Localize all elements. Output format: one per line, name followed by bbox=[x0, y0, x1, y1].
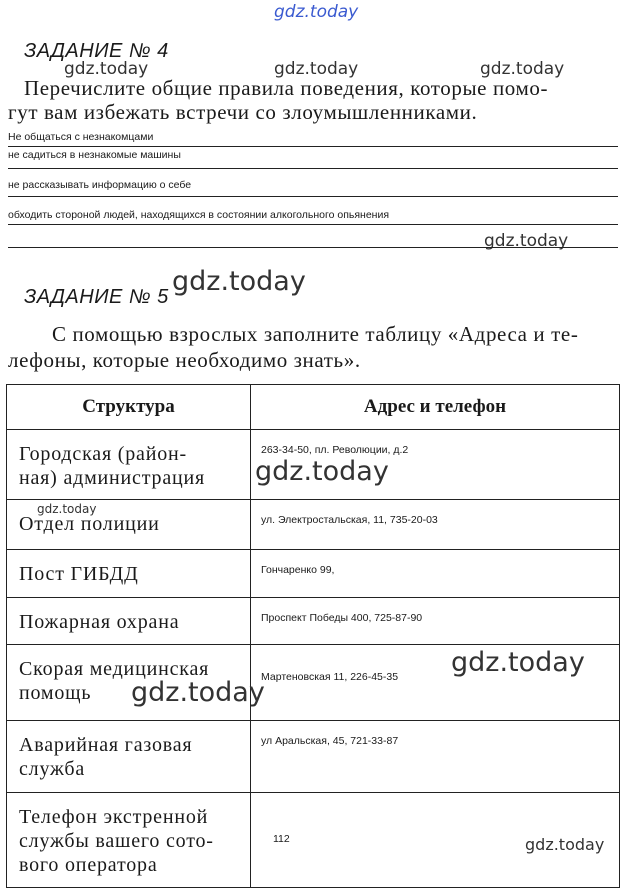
structure-line: Пожарная охрана bbox=[19, 611, 180, 633]
structure-line: Городская (район- bbox=[19, 443, 187, 465]
watermark: gdz.today bbox=[172, 266, 306, 297]
structure-line: помощь bbox=[19, 682, 92, 704]
writing-line bbox=[8, 247, 618, 248]
writing-line bbox=[8, 224, 618, 225]
address-cell bbox=[251, 500, 620, 550]
structure-cell bbox=[7, 721, 251, 793]
structure-line: Аварийная газовая bbox=[19, 734, 193, 756]
address-value: Проспект Победы 400, 725-87-90 bbox=[261, 612, 423, 624]
watermark: gdz.today bbox=[37, 502, 97, 516]
watermark: gdz.today bbox=[255, 456, 389, 487]
writing-line bbox=[8, 146, 618, 147]
structure-line: ная) администрация bbox=[19, 467, 206, 489]
table-header-row bbox=[7, 385, 620, 430]
answer-line-4: обходить стороной людей, находящихся в состоянии алкогольного опьянения bbox=[8, 209, 390, 221]
table-row bbox=[7, 793, 620, 888]
structure-line: Пост ГИБДД bbox=[19, 563, 139, 585]
address-value: Гончаренко 99, bbox=[261, 564, 335, 576]
address-cell bbox=[251, 793, 620, 888]
address-value: 112 bbox=[273, 833, 290, 845]
task4-text-line-1: Перечислите общие правила поведения, которые помо- bbox=[24, 76, 549, 100]
header-structure: Структура bbox=[7, 385, 251, 430]
task5-heading: ЗАДАНИЕ № 5 bbox=[24, 286, 169, 308]
address-value: Мартеновская 11, 226-45-35 bbox=[261, 671, 399, 683]
structure-cell bbox=[7, 793, 251, 888]
answer-line-2: не садиться в незнакомые машины bbox=[8, 149, 181, 161]
address-cell bbox=[251, 430, 620, 500]
answer-line-1: Не общаться с незнакомцами bbox=[8, 131, 154, 143]
structure-line: вого оператора bbox=[19, 854, 158, 876]
structure-line: Скорая медицинская bbox=[19, 658, 210, 680]
structure-line: Отдел полиции bbox=[19, 513, 160, 535]
answer-line-3: не рассказывать информацию о себе bbox=[8, 179, 192, 191]
watermark: gdz.today bbox=[480, 59, 565, 79]
structure-cell bbox=[7, 645, 265, 721]
watermark: gdz.today bbox=[484, 231, 569, 251]
address-value: ул Аральская, 45, 721-33-87 bbox=[261, 735, 399, 747]
writing-line bbox=[8, 196, 618, 197]
structure-cell bbox=[7, 500, 251, 550]
task4-heading: ЗАДАНИЕ № 4 bbox=[24, 40, 169, 62]
table-row bbox=[7, 598, 620, 645]
watermark: gdz.today bbox=[274, 59, 359, 79]
structure-line: Телефон экстренной bbox=[19, 806, 209, 828]
watermark: gdz.today bbox=[451, 647, 585, 678]
structure-line: службы вашего сото- bbox=[19, 830, 214, 852]
structure-cell bbox=[7, 550, 251, 598]
address-value: 263-34-50, пл. Революции, д.2 bbox=[261, 444, 409, 456]
header-address-phone: Адрес и телефон bbox=[251, 385, 620, 430]
address-value: ул. Электростальская, 11, 735-20-03 bbox=[261, 514, 438, 526]
watermark: gdz.today bbox=[525, 835, 605, 854]
structure-cell bbox=[7, 598, 251, 645]
watermark: gdz.today bbox=[64, 59, 149, 79]
watermark: gdz.today bbox=[131, 677, 265, 708]
address-cell bbox=[251, 721, 620, 793]
structure-cell bbox=[7, 430, 251, 500]
task5-text-line-2: лефоны, которые необходимо знать». bbox=[8, 348, 361, 372]
address-cell bbox=[251, 550, 620, 598]
watermark: gdz.today bbox=[274, 2, 359, 22]
table-row bbox=[7, 500, 620, 550]
table-row bbox=[7, 430, 620, 500]
structure-line: служба bbox=[19, 758, 86, 780]
table-row bbox=[7, 645, 620, 721]
addresses-table bbox=[6, 384, 620, 888]
task5-text-line-1: С помощью взрослых заполните таблицу «Адреса и те- bbox=[52, 322, 579, 346]
task4-text-line-2: гут вам избежать встречи со злоумышленниками. bbox=[8, 100, 478, 124]
table-row bbox=[7, 721, 620, 793]
address-cell bbox=[251, 645, 620, 721]
writing-line bbox=[8, 168, 618, 169]
address-cell bbox=[251, 598, 620, 645]
table-row bbox=[7, 550, 620, 598]
